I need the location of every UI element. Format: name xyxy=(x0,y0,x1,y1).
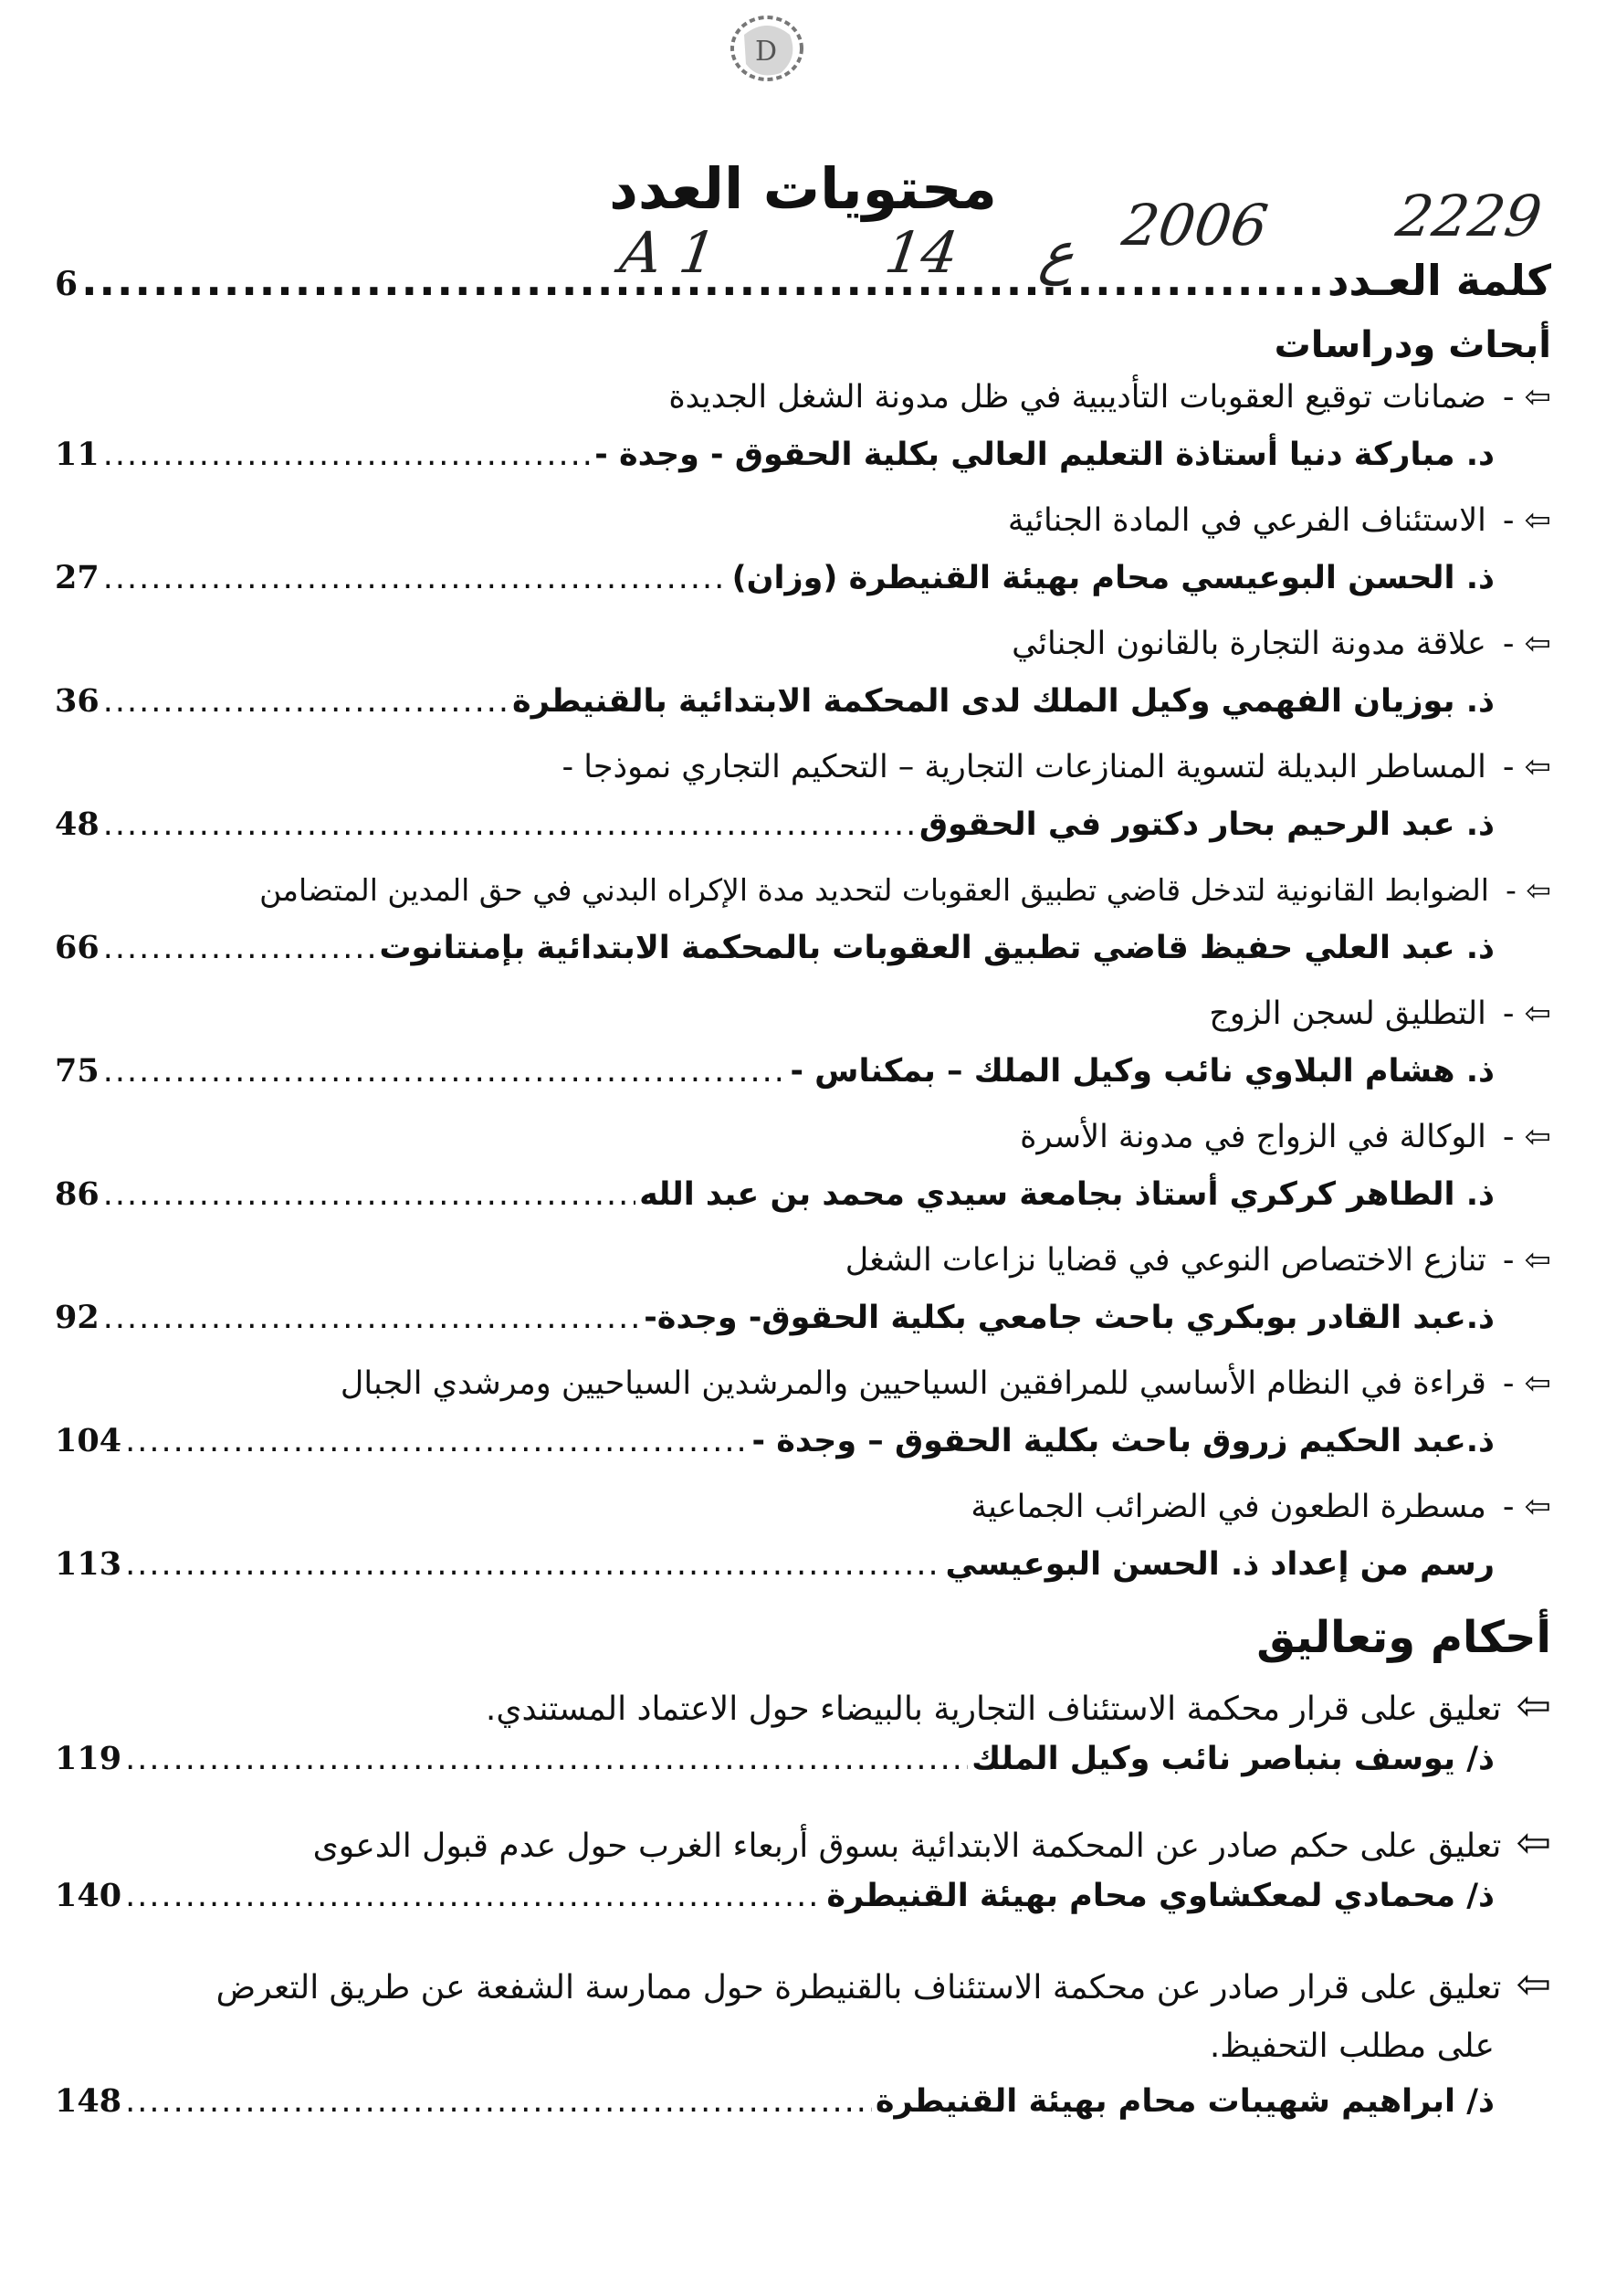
article-page: 66 xyxy=(55,929,100,966)
article-title[interactable] xyxy=(55,626,1551,662)
article-author-row[interactable] xyxy=(55,929,1551,966)
article-author-row[interactable] xyxy=(55,1175,1551,1213)
page-title: محتويات العدد xyxy=(609,155,997,222)
article-page: 86 xyxy=(55,1175,100,1213)
leader-dots xyxy=(125,1546,941,1583)
ruling-author: ذ/ يوسف بنباصر نائب وكيل الملك xyxy=(971,1741,1495,1777)
ruling-item[interactable]: ⇦تعليق على قرار محكمة الاستئناف التجارية بالبيضاء حول الاعتماد المستندي. xyxy=(55,1676,1551,1739)
article-author: رسم من إعداد ذ. الحسن البوعيسي xyxy=(945,1546,1495,1583)
article-title-text: علاقة مدونة التجارة بالقانون الجنائي xyxy=(1012,626,1486,662)
article-author: ذ. بوزيان الفهمي وكيل الملك لدى المحكمة الابتدائية بالقنيطرة xyxy=(512,683,1495,720)
editorial-page: 6 xyxy=(55,265,79,303)
arrow-icon: ⇦ - xyxy=(1502,1365,1551,1402)
handwritten-call-number: A 1 14 ع 2006 2229 xyxy=(615,183,1546,286)
leader-dots xyxy=(103,1300,641,1336)
article-title-text: مسطرة الطعون في الضرائب الجماعية xyxy=(971,1489,1486,1525)
article-author-row[interactable] xyxy=(55,1052,1551,1090)
arrow-icon: ⇦ xyxy=(1516,1959,1551,2008)
leader-dots xyxy=(125,1878,823,1914)
article-title[interactable] xyxy=(55,749,1551,785)
article-page: 75 xyxy=(55,1052,100,1090)
article-title-text: المساطر البديلة لتسوية المنازعات التجارية – التحكيم التجاري نموذجا - xyxy=(562,749,1486,785)
article-page: 11 xyxy=(55,436,100,473)
arrow-icon: ⇦ xyxy=(1516,1817,1551,1867)
toc-editorial[interactable] xyxy=(55,256,1551,305)
article-author: ذ. عبد العلي حفيظ قاضي تطبيق العقوبات بالمحكمة الابتدائية بإمنتانوت xyxy=(379,930,1495,966)
article-author-row[interactable] xyxy=(55,559,1551,596)
leader-dots xyxy=(103,930,376,966)
leader-dots xyxy=(125,1741,968,1777)
article-title-text: الضوابط القانونية لتدخل قاضي تطبيق العقوبات لتحديد مدة الإكراه البدني في حق المدين المتضامن xyxy=(259,872,1489,908)
article-author: ذ. هشام البلاوي نائب وكيل الملك – بمكناس - xyxy=(790,1053,1495,1090)
article-page: 48 xyxy=(55,806,100,843)
arrow-icon: ⇦ - xyxy=(1502,749,1551,785)
article-author: ذ.عبد الحكيم زروق باحث بكلية الحقوق – وجدة - xyxy=(751,1423,1495,1459)
ruling-page: 140 xyxy=(55,1877,122,1914)
article-page: 27 xyxy=(55,559,100,596)
article-author: ذ. الطاهر كركري أستاذ بجامعة سيدي محمد بن عبد الله xyxy=(639,1176,1495,1213)
article-title[interactable] xyxy=(55,1242,1551,1279)
leader-dots xyxy=(103,806,916,843)
ruling-item[interactable]: ⇦تعليق على قرار صادر عن محكمة الاستئناف بالقنيطرة حول ممارسة الشفعة عن طريق التعرض على مطلب التحفيظ. xyxy=(55,1954,1551,2076)
section-research-title: أبحاث ودراسات xyxy=(1274,324,1551,366)
arrow-icon: ⇦ - xyxy=(1505,872,1551,908)
article-author-row[interactable] xyxy=(55,682,1551,720)
article-title[interactable] xyxy=(55,995,1551,1032)
ruling-author-row[interactable] xyxy=(55,1877,1551,1914)
article-page: 104 xyxy=(55,1422,122,1459)
article-title-text: الاستئناف الفرعي في المادة الجنائية xyxy=(1007,502,1486,539)
article-page: 36 xyxy=(55,682,100,720)
article-title[interactable] xyxy=(55,1489,1551,1525)
arrow-icon: ⇦ - xyxy=(1502,626,1551,662)
article-title[interactable] xyxy=(55,872,1551,908)
arrow-icon: ⇦ - xyxy=(1502,1119,1551,1155)
article-author-row[interactable] xyxy=(55,1545,1551,1583)
article-author-row[interactable] xyxy=(55,1299,1551,1336)
arrow-icon: ⇦ - xyxy=(1502,1489,1551,1525)
article-title[interactable] xyxy=(55,1365,1551,1402)
article-author: ذ. عبد الرحيم بحار دكتور في الحقوق xyxy=(918,806,1495,843)
section-rulings-title: أحكام وتعاليق xyxy=(1256,1612,1551,1663)
article-author: ذ. الحسن البوعيسي محام بهيئة القنيطرة (وزان) xyxy=(731,560,1495,596)
leader-dots xyxy=(125,1423,748,1459)
article-title-text: الوكالة في الزواج في مدونة الأسرة xyxy=(1020,1119,1486,1155)
ruling-page: 119 xyxy=(55,1740,122,1777)
arrow-icon: ⇦ - xyxy=(1502,1242,1551,1279)
article-author-row[interactable] xyxy=(55,436,1551,473)
article-page: 92 xyxy=(55,1299,100,1336)
ruling-author-row[interactable] xyxy=(55,1740,1551,1777)
arrow-icon: ⇦ - xyxy=(1502,502,1551,539)
leader-dots xyxy=(103,1176,635,1213)
ruling-author: ذ/ محمادي لمعكشاوي محام بهيئة القنيطرة xyxy=(826,1878,1495,1914)
library-stamp-icon xyxy=(717,7,817,85)
arrow-icon: ⇦ xyxy=(1516,1680,1551,1730)
arrow-icon: ⇦ - xyxy=(1502,995,1551,1032)
article-title[interactable] xyxy=(55,502,1551,539)
article-title-text: ضمانات توقيع العقوبات التأديبية في ظل مدونة الشغل الجديدة xyxy=(668,379,1486,416)
leader-dots xyxy=(103,437,592,473)
article-author: د. مباركة دنيا أستاذة التعليم العالي بكلية الحقوق - وجدة - xyxy=(594,437,1495,473)
leader-dots xyxy=(125,2083,872,2120)
leader-dots xyxy=(103,1053,787,1090)
ruling-author-row[interactable] xyxy=(55,2082,1551,2120)
leader-dots xyxy=(103,683,509,720)
article-page: 113 xyxy=(55,1545,122,1583)
editorial-label: كلمة العـدد xyxy=(1327,256,1551,305)
ruling-item[interactable]: ⇦تعليق على حكم صادر عن المحكمة الابتدائية بسوق أربعاء الغرب حول عدم قبول الدعوى xyxy=(55,1813,1551,1876)
article-title-text: تنازع الاختصاص النوعي في قضايا نزاعات الشغل xyxy=(845,1242,1486,1279)
arrow-icon: ⇦ - xyxy=(1502,379,1551,416)
article-author: ذ.عبد القادر بوبكري باحث جامعي بكلية الحقوق- وجدة- xyxy=(644,1300,1495,1336)
leader-dots xyxy=(103,560,729,596)
article-title-text: التطليق لسجن الزوج xyxy=(1209,995,1486,1032)
article-author-row[interactable] xyxy=(55,1422,1551,1459)
ruling-page: 148 xyxy=(55,2082,122,2120)
svg-text:D: D xyxy=(755,36,778,68)
article-title[interactable] xyxy=(55,379,1551,416)
article-author-row[interactable] xyxy=(55,806,1551,843)
ruling-author: ذ/ ابراهيم شهيبات محام بهيئة القنيطرة xyxy=(875,2083,1495,2120)
article-title[interactable] xyxy=(55,1119,1551,1155)
leader-dots xyxy=(81,256,1324,305)
article-title-text: قراءة في النظام الأساسي للمرافقين السياحيين والمرشدين السياحيين ومرشدي الجبال xyxy=(340,1365,1486,1402)
